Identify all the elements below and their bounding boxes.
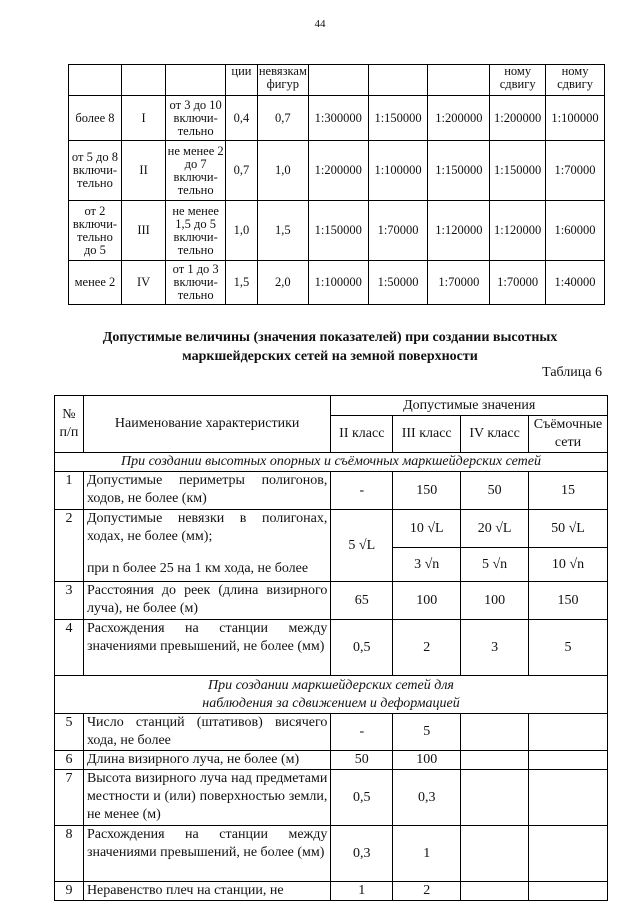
table-cell: 0,7 bbox=[257, 96, 308, 141]
row-number: 2 bbox=[55, 510, 84, 582]
table-cell: 5 bbox=[393, 714, 461, 751]
row-number: 6 bbox=[55, 751, 84, 770]
table-cell: 150 bbox=[393, 472, 461, 510]
table-cell: 0,3 bbox=[393, 770, 461, 826]
table-row bbox=[55, 582, 608, 620]
row-name: Допустимые периметры полигонов, ходов, не более (км) bbox=[83, 472, 330, 510]
table-cell: 1,0 bbox=[226, 201, 258, 261]
table-cell: невязкам фигур bbox=[257, 65, 308, 96]
table-cell: менее 2 bbox=[69, 261, 122, 305]
table-cell: от 2 включи-тельно до 5 bbox=[69, 201, 122, 261]
table-cell: I bbox=[121, 96, 165, 141]
table-cell: 3 √n bbox=[393, 548, 461, 582]
table-cell: - bbox=[331, 472, 393, 510]
table-cell: 1:150000 bbox=[428, 141, 490, 201]
table-cell: 15 bbox=[529, 472, 608, 510]
table-cell: 1:150000 bbox=[490, 141, 546, 201]
table-cell: 150 bbox=[529, 582, 608, 620]
table-cell: 10 √L bbox=[393, 510, 461, 548]
table-cell: ции bbox=[226, 65, 258, 96]
table-header-row bbox=[55, 396, 608, 416]
table-6 bbox=[54, 395, 608, 901]
table-cell bbox=[461, 714, 529, 751]
table-cell: III bbox=[121, 201, 165, 261]
page-number: 44 bbox=[314, 18, 326, 30]
column-header-allowed: Допустимые значения bbox=[331, 396, 608, 416]
table-cell: 1,5 bbox=[226, 261, 258, 305]
row-name: Высота визирного луча над предметами местности и (или) поверхностью земли, не менее (м) bbox=[83, 770, 330, 826]
table-cell: 1:150000 bbox=[368, 96, 428, 141]
table-cell: 1:200000 bbox=[308, 141, 368, 201]
row-name-sub: при n более 25 на 1 км хода, не более bbox=[86, 561, 309, 576]
table-cell: не менее 1,5 до 5 включи-тельно bbox=[166, 201, 226, 261]
table-cell: 5 bbox=[529, 620, 608, 676]
table-row bbox=[55, 510, 608, 548]
table-cell bbox=[529, 826, 608, 882]
table-cell: 1:120000 bbox=[428, 201, 490, 261]
table-row bbox=[69, 201, 605, 261]
column-header-number: № п/п bbox=[55, 396, 84, 453]
row-name: Расстояния до реек (длина визирного луча), не более (м) bbox=[83, 582, 330, 620]
row-number: 4 bbox=[55, 620, 84, 676]
table-heading: Допустимые величины (значения показателей) при создании высотных маркшейдерских сетей на земной поверхности bbox=[102, 330, 558, 364]
table-cell: 1:100000 bbox=[308, 261, 368, 305]
table-cell: 50 bbox=[331, 751, 393, 770]
table-cell: 1 bbox=[393, 826, 461, 882]
table-cell: 1:100000 bbox=[368, 141, 428, 201]
table-cell: более 8 bbox=[69, 96, 122, 141]
table-cell: ному сдвигу bbox=[546, 65, 605, 96]
table-cell bbox=[529, 751, 608, 770]
table-cell: 1,5 bbox=[257, 201, 308, 261]
table-cell: 1 bbox=[331, 882, 393, 901]
table-cell: 5 √L bbox=[331, 510, 393, 582]
table-row bbox=[69, 96, 605, 141]
table-row bbox=[55, 882, 608, 901]
table-cell: 0,4 bbox=[226, 96, 258, 141]
row-name-multipart bbox=[83, 510, 330, 582]
table-cell: 1:40000 bbox=[546, 261, 605, 305]
table-row bbox=[55, 751, 608, 770]
row-number: 1 bbox=[55, 472, 84, 510]
table-cell: 50 bbox=[461, 472, 529, 510]
table-cell: 2 bbox=[393, 882, 461, 901]
table-cell: от 5 до 8 включи-тельно bbox=[69, 141, 122, 201]
table-cell: 0,7 bbox=[226, 141, 258, 201]
table-cell: 1:70000 bbox=[546, 141, 605, 201]
table-cell: 1:70000 bbox=[368, 201, 428, 261]
table-cell: 1,0 bbox=[257, 141, 308, 201]
table-cell: 1:120000 bbox=[490, 201, 546, 261]
row-number: 3 bbox=[55, 582, 84, 620]
table-row bbox=[55, 620, 608, 676]
table-cell: IV bbox=[121, 261, 165, 305]
table-cell: от 1 до 3 включи-тельно bbox=[166, 261, 226, 305]
table-cell: 100 bbox=[393, 751, 461, 770]
table-cell bbox=[461, 770, 529, 826]
section-row bbox=[55, 453, 608, 472]
table-row bbox=[55, 770, 608, 826]
section-row bbox=[55, 676, 608, 714]
table-cell bbox=[461, 882, 529, 901]
table-cell: 1:300000 bbox=[308, 96, 368, 141]
table-cell: ному сдвигу bbox=[490, 65, 546, 96]
table-cell: 10 √n bbox=[529, 548, 608, 582]
column-header-class: II класс bbox=[331, 416, 393, 453]
table-cell: 1:50000 bbox=[368, 261, 428, 305]
table-row bbox=[69, 65, 605, 96]
column-header-name: Наименование характеристики bbox=[83, 396, 330, 453]
table-cell: 50 √L bbox=[529, 510, 608, 548]
table-cell: 1:150000 bbox=[308, 201, 368, 261]
table-cell: 65 bbox=[331, 582, 393, 620]
section-title: При создании маркшейдерских сетей для наблюдения за сдвижением и деформацией bbox=[55, 676, 608, 714]
row-number: 8 bbox=[55, 826, 84, 882]
table-cell: 1:200000 bbox=[428, 96, 490, 141]
table-cell: 100 bbox=[393, 582, 461, 620]
table-cell: 100 bbox=[461, 582, 529, 620]
table-cell bbox=[529, 770, 608, 826]
row-number: 5 bbox=[55, 714, 84, 751]
table-cell bbox=[529, 882, 608, 901]
table-row bbox=[55, 472, 608, 510]
row-name: Расхождения на станции между значениями превышений, не более (мм) bbox=[83, 826, 330, 882]
section-title: При создании высотных опорных и съёмочных маркшейдерских сетей bbox=[55, 453, 608, 472]
row-number: 7 bbox=[55, 770, 84, 826]
table-row bbox=[69, 141, 605, 201]
table-cell: - bbox=[331, 714, 393, 751]
row-name: Длина визирного луча, не более (м) bbox=[83, 751, 330, 770]
column-header-class: Съёмочные сети bbox=[529, 416, 608, 453]
table-cell: 1:70000 bbox=[490, 261, 546, 305]
row-name: Неравенство плеч на станции, не bbox=[83, 882, 330, 901]
table-cell bbox=[529, 714, 608, 751]
table-cell: 1:200000 bbox=[490, 96, 546, 141]
table-cell: 20 √L bbox=[461, 510, 529, 548]
table-cell: 0,5 bbox=[331, 620, 393, 676]
table-cell: 0,5 bbox=[331, 770, 393, 826]
table-cell: 2,0 bbox=[257, 261, 308, 305]
table-row bbox=[69, 261, 605, 305]
column-header-class: III класс bbox=[393, 416, 461, 453]
row-name: Допустимые невязки в полигонах, ходах, не более (мм); bbox=[86, 511, 328, 544]
table-cell: от 3 до 10 включи-тельно bbox=[166, 96, 226, 141]
table-number-label: Таблица 6 bbox=[542, 365, 602, 380]
continuation-table bbox=[68, 64, 605, 305]
row-name: Число станций (штативов) висячего хода, не более bbox=[83, 714, 330, 751]
table-cell: 3 bbox=[461, 620, 529, 676]
table-cell bbox=[461, 826, 529, 882]
row-number: 9 bbox=[55, 882, 84, 901]
table-cell: 2 bbox=[393, 620, 461, 676]
table-cell: 1:70000 bbox=[428, 261, 490, 305]
table-cell: 1:100000 bbox=[546, 96, 605, 141]
table-cell: 1:60000 bbox=[546, 201, 605, 261]
table-cell: не менее 2 до 7 включи-тельно bbox=[166, 141, 226, 201]
column-header-class: IV класс bbox=[461, 416, 529, 453]
table-cell bbox=[461, 751, 529, 770]
table-row bbox=[55, 714, 608, 751]
table-cell: 0,3 bbox=[331, 826, 393, 882]
table-row bbox=[55, 826, 608, 882]
table-cell: II bbox=[121, 141, 165, 201]
table-cell: 5 √n bbox=[461, 548, 529, 582]
row-name: Расхождения на станции между значениями превышений, не более (мм) bbox=[83, 620, 330, 676]
